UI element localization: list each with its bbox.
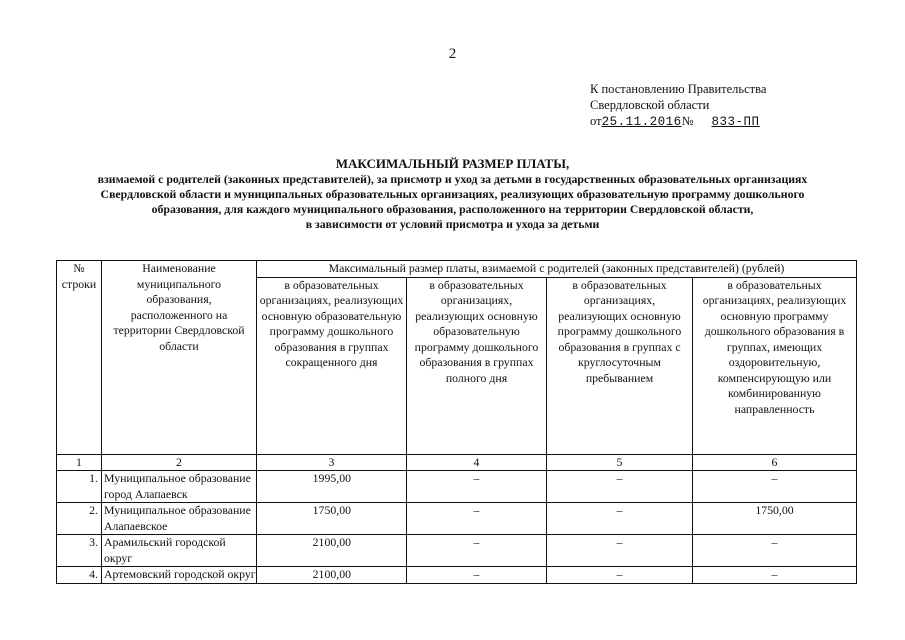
fee-short-day: 1750,00 [257,503,407,535]
fee-table [56,260,857,584]
table-row [57,503,857,535]
fee-round-the-clock: – [547,503,693,535]
annex-date-line [590,113,766,130]
row-number: 2. [57,503,102,535]
fee-short-day: 2100,00 [257,567,407,584]
fee-health-groups: – [693,567,857,584]
fee-health-groups: – [693,471,857,503]
fee-health-groups: – [693,535,857,567]
fee-full-day: – [407,471,547,503]
municipality-name: Муниципальное образование город Алапаевск [102,471,257,503]
municipality-name: Арамильский городской округ [102,535,257,567]
header-max-fee-group: Максимальный размер платы, взимаемой с родителей (законных представителей) (рублей) [257,261,857,278]
fee-short-day: 2100,00 [257,535,407,567]
document-title: МАКСИМАЛЬНЫЙ РАЗМЕР ПЛАТЫ, [335,156,570,171]
subtitle-line-1: взимаемой с родителей (законных представителей), за присмотр и уход за детьми в государственных образовательных организациях [97,172,808,186]
subtitle-line-2: Свердловской области и муниципальных образовательных организациях, реализующих образовательную программу дошкольного [100,187,805,201]
table-row [57,471,857,503]
subtitle-line-3: образования, для каждого муниципального образования, расположенного на территории Свердловской области, [151,202,754,216]
municipality-name: Муниципальное образование Алапаевское [102,503,257,535]
annex-block [590,81,766,130]
table-row [57,567,857,584]
header-round-the-clock: в образовательных организациях, реализующих основную программу дошкольного образования в группах с круглосуточным пребыванием [547,277,693,454]
annex-line-2: Свердловской области [590,98,710,112]
col-number: 5 [547,454,693,471]
col-number: 1 [57,454,102,471]
fee-health-groups: 1750,00 [693,503,857,535]
header-short-day: в образовательных организациях, реализующих основную образовательную программу дошкольного образования в группах сокращенного дня [257,277,407,454]
date-prefix: от [590,114,602,128]
annex-line-1: К постановлению Правительства [590,82,767,96]
row-number: 4. [57,567,102,584]
header-full-day: в образовательных организациях, реализующих основную образовательную программу дошкольного образования в группах полного дня [407,277,547,454]
col-number: 4 [407,454,547,471]
header-row-number: № строки [57,261,102,455]
row-number: 3. [57,535,102,567]
col-number: 6 [693,454,857,471]
number-prefix: № [681,114,694,128]
fee-full-day: – [407,535,547,567]
fee-round-the-clock: – [547,535,693,567]
header-health-groups: в образовательных организациях, реализующих основную программу дошкольного образования в группах, имеющих оздоровительную, компенсирующую или комбинированную направленность [693,277,857,454]
subtitle-line-4: в зависимости от условий присмотра и ухода за детьми [305,217,600,231]
fee-full-day: – [407,503,547,535]
fee-round-the-clock: – [547,471,693,503]
row-number: 1. [57,471,102,503]
decree-number: 833-ПП [711,115,760,129]
col-number: 3 [257,454,407,471]
table-header-row [57,261,857,278]
fee-short-day: 1995,00 [257,471,407,503]
header-municipality-name: Наименование муниципального образования, расположенного на территории Свердловской области [102,261,257,455]
decree-date: 25.11.2016 [601,115,682,129]
page-number: 2 [448,46,457,62]
municipality-name: Артемовский городской округ [102,567,257,584]
document-subtitle [30,172,875,232]
fee-full-day: – [407,567,547,584]
table-row [57,535,857,567]
fee-round-the-clock: – [547,567,693,584]
column-numbers-row [57,454,857,471]
col-number: 2 [102,454,257,471]
